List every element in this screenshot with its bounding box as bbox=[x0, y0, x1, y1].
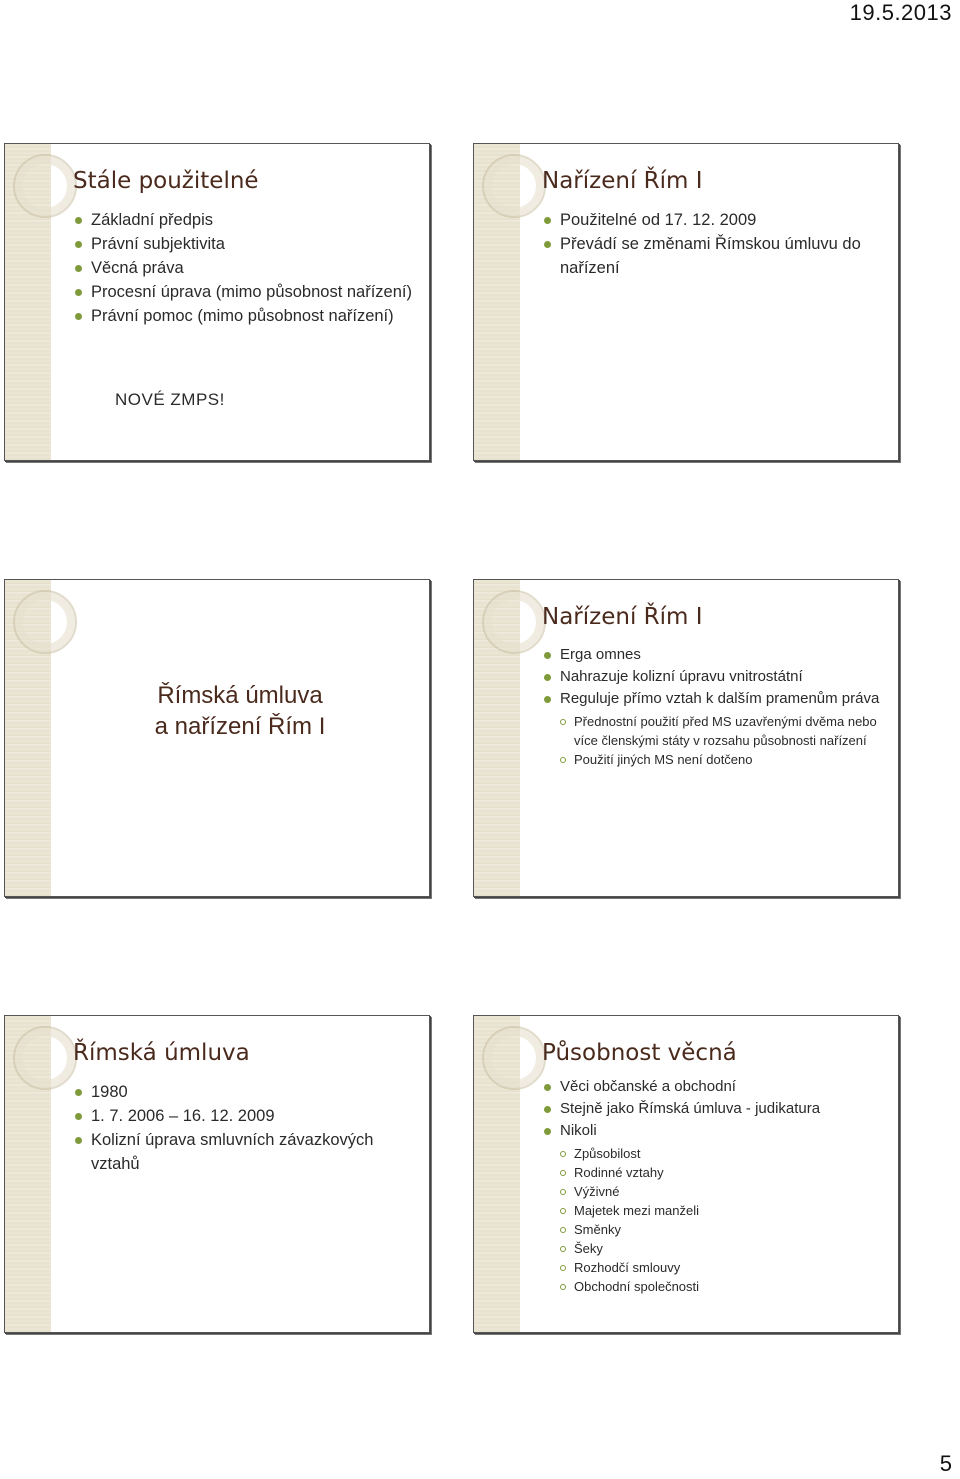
swirl-ornament-icon bbox=[482, 154, 546, 218]
page-date: 19.5.2013 bbox=[849, 0, 952, 25]
list-item: Věci občanské a obchodní bbox=[542, 1076, 884, 1098]
sub-list-item: Rodinné vztahy bbox=[560, 1163, 884, 1182]
swirl-ornament-icon bbox=[13, 154, 77, 218]
list-item: Právní pomoc (mimo působnost nařízení) bbox=[73, 304, 415, 328]
list-item: 1. 7. 2006 – 16. 12. 2009 bbox=[73, 1104, 415, 1128]
section-title-line: Římská úmluva bbox=[157, 682, 323, 709]
sub-bullet-list bbox=[560, 712, 884, 769]
list-item: Právní subjektivita bbox=[73, 232, 415, 256]
slide-title: Římská úmluva bbox=[73, 1040, 250, 1066]
sub-list-item: Majetek mezi manželi bbox=[560, 1201, 884, 1220]
slide-note: NOVÉ ZMPS! bbox=[115, 390, 225, 409]
sub-list-item: Šeky bbox=[560, 1239, 884, 1258]
list-item-text: Reguluje přímo vztah k dalším pramenům práva bbox=[560, 690, 880, 707]
bullet-list bbox=[542, 208, 884, 280]
list-item: Základní předpis bbox=[73, 208, 415, 232]
swirl-ornament-icon bbox=[13, 590, 77, 654]
swirl-ornament-icon bbox=[482, 590, 546, 654]
list-item: Nahrazuje kolizní úpravu vnitrostátní bbox=[542, 666, 884, 688]
bullet-list bbox=[542, 644, 884, 769]
list-item bbox=[542, 1120, 884, 1296]
slide-stale-pouzitelne bbox=[4, 143, 430, 461]
list-item: Použitelné od 17. 12. 2009 bbox=[542, 208, 884, 232]
slide-rimska-umluva bbox=[4, 1015, 430, 1333]
list-item bbox=[542, 688, 884, 769]
page-number: 5 bbox=[939, 1451, 952, 1476]
list-item: Převádí se změnami Římskou úmluvu do nařízení bbox=[542, 232, 884, 280]
sub-list-item: Způsobilost bbox=[560, 1144, 884, 1163]
slide-title: Nařízení Řím I bbox=[542, 168, 703, 194]
list-item: Věcná práva bbox=[73, 256, 415, 280]
sub-list-item: Směnky bbox=[560, 1220, 884, 1239]
bullet-list bbox=[73, 208, 415, 328]
section-title-line: a nařízení Řím I bbox=[154, 713, 326, 740]
list-item: 1980 bbox=[73, 1080, 415, 1104]
slide-narizeni-rim-1 bbox=[473, 143, 899, 461]
list-item: Stejně jako Římská úmluva - judikatura bbox=[542, 1098, 884, 1120]
slide-title: Nařízení Řím I bbox=[542, 604, 703, 630]
sub-list-item: Přednostní použití před MS uzavřenými dvěma nebo více členskými státy v rozsahu působnosti nařízení bbox=[560, 712, 884, 750]
bullet-list bbox=[73, 1080, 415, 1176]
swirl-ornament-icon bbox=[13, 1026, 77, 1090]
slide-title: Stále použitelné bbox=[73, 168, 259, 194]
section-title bbox=[51, 680, 429, 742]
sub-list-item: Rozhodčí smlouvy bbox=[560, 1258, 884, 1277]
sub-list-item: Obchodní společnosti bbox=[560, 1277, 884, 1296]
sub-list-item: Použití jiných MS není dotčeno bbox=[560, 750, 884, 769]
slide-narizeni-rim-1-scope bbox=[473, 579, 899, 897]
list-item-text: Nikoli bbox=[560, 1122, 597, 1139]
sub-bullet-list bbox=[560, 1144, 884, 1296]
swirl-ornament-icon bbox=[482, 1026, 546, 1090]
slide-section-title bbox=[4, 579, 430, 897]
list-item: Kolizní úprava smluvních závazkových vztahů bbox=[73, 1128, 415, 1176]
sub-list-item: Výživné bbox=[560, 1182, 884, 1201]
list-item: Procesní úprava (mimo působnost nařízení) bbox=[73, 280, 415, 304]
bullet-list bbox=[542, 1076, 884, 1296]
slide-pusobnost-vecna bbox=[473, 1015, 899, 1333]
slide-title: Působnost věcná bbox=[542, 1040, 737, 1066]
list-item: Erga omnes bbox=[542, 644, 884, 666]
